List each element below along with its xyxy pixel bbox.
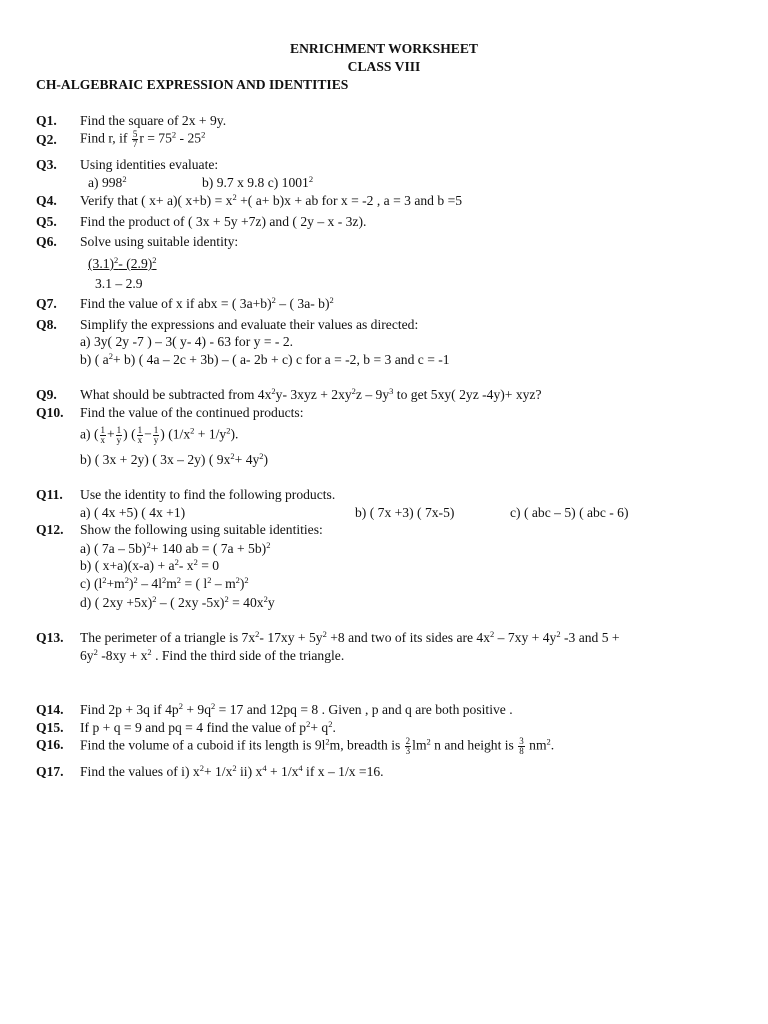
question-text: Find r, if $\frac{5}{7}$ $r = 75^2 - 25^2$ (80, 129, 206, 149)
question-text: Find the values of i) $x^2+ 1/x^2$ ii) $x^4 + 1/x^4$ if x – 1/x =16. (80, 763, 384, 779)
fraction: $\frac{5}{7}$ (132, 129, 138, 149)
question-text: Find the square of 2x + 9y. (80, 113, 227, 128)
question-text: Simplify the expressions and evaluate their values as directed: (80, 317, 419, 332)
question-label: Q13. (36, 630, 64, 645)
class-heading: CLASS VIII (347, 59, 421, 74)
question-label: Q9. (36, 387, 57, 402)
question-label: Q10. (36, 405, 64, 420)
question-part: c) $(l^2+m^2)^2 - 4l^2m^2$ = ( $l^2 - m^2)^2$ (80, 575, 249, 591)
question-text: Find the product of ( 3x + 5y +7z) and ( 2y – x - 3z). (80, 214, 367, 229)
question-text: Find the value of x if abx = ( 3a+b)$^2$ – ( 3a- b)$^2$ (80, 295, 334, 311)
question-part: d) ( 2xy +5x)$^2$ – ( 2xy $-5x)^2 = 40x^2y$ (80, 594, 275, 610)
question-text: Show the following using suitable identities: (80, 522, 323, 537)
question-part: a) ( 7a – 5b)$^2$+ 140 ab = ( 7a + 5b)$^2$ (80, 540, 271, 556)
question-label: Q16. (36, 737, 64, 752)
question-text: Verify that ( x+ a)( $x+b) = x^2$ +( a+ b)x + ab for x = -2 , a = 3 and b =5 (80, 192, 463, 208)
question-text: Find the value of the continued products: (80, 405, 304, 420)
question-text: Find the volume of a cuboid if its length is $9l^2m$, breadth is $\frac{2}{3}$ $lm^2$ n and height is $\frac{3}{8}$ $nm^2$. (80, 736, 555, 756)
question-text: Use the identity to find the following products. (80, 487, 336, 502)
question-label: Q4. (36, 193, 57, 208)
question-text: The perimeter of a triangle is $7x^2-$ $17xy + 5y^2 +8$ and two of its sides are $4x^2 - 7xy + 4y^2$ -3 and 5 + (80, 629, 620, 645)
question-label: Q8. (36, 317, 57, 332)
question-part: b) ( $a^2+ b$) ( 4a – 2c + 3b) – ( a- 2b + c) c for a = -2, b = 3 and c = -1 (80, 351, 450, 367)
question-text: What should be subtracted from $4x^2y-$ $3xyz + 2xy^2z - 9y^3$ to get 5xy( 2yz -4y)+ xyz? (80, 386, 542, 402)
question-label: Q12. (36, 522, 64, 537)
question-label: Q1. (36, 113, 57, 128)
fraction-numerator: $(3.1)^2-$ $(2.9)^2$ (88, 255, 157, 271)
question-label: Q14. (36, 702, 64, 717)
question-part: a) ( 4x +5) ( 4x +1) (80, 505, 186, 520)
question-text: Using identities evaluate: (80, 157, 219, 172)
fraction-denominator: 3.1 – 2.9 (95, 276, 143, 291)
question-label: Q3. (36, 157, 57, 172)
worksheet-title: ENRICHMENT WORKSHEET (290, 41, 478, 56)
question-part: b) ( $x+a)(x-a) + a^2-$ $x^2 = 0$ (80, 557, 220, 573)
question-part: c) ( abc – 5) ( abc - 6) (510, 505, 629, 520)
chapter-heading: CH-ALGEBRAIC EXPRESSION AND IDENTITIES (36, 77, 349, 92)
question-label: Q11. (36, 487, 63, 502)
question-part: b) ( 3x + 2y) ( 3x – 2y) ( $9x^2+ 4y^2$) (80, 451, 269, 467)
question-label: Q5. (36, 214, 57, 229)
question-label: Q15. (36, 720, 64, 735)
question-text: If p + q = 9 and pq = 4 find the value of $p^2+ q^2$. (80, 719, 336, 735)
question-part: a) $998^2$ (88, 174, 127, 190)
question-text: Find 2p + 3q if $4p^2 + 9q^2 = 17$ and 12pq = 8 . Given , p and q are both positive . (80, 701, 513, 717)
question-part: b) 9.7 x 9.8 c) 1001$^2$ (202, 174, 314, 190)
question-label: Q2. (36, 132, 57, 147)
question-text: Solve using suitable identity: (80, 234, 239, 249)
question-part: a) 3y( 2y -7 ) – 3( y- 4) - 63 for y = - 2. (80, 334, 294, 349)
question-label: Q17. (36, 764, 64, 779)
question-label: Q6. (36, 234, 57, 249)
question-part: a) ( $\frac{1}{x}$ + $\frac{1}{y}$ ) ( $\frac{1}{x}$ − $\frac{1}{y}$ ) $(1/x^2 + 1/y^2)$. (80, 425, 239, 445)
question-label: Q7. (36, 296, 57, 311)
question-text-continued: $6y^2$ $-8xy + x^2$ . Find the third side of the triangle. (80, 647, 345, 663)
question-part: b) ( 7x +3) ( 7x-5) (355, 505, 455, 520)
